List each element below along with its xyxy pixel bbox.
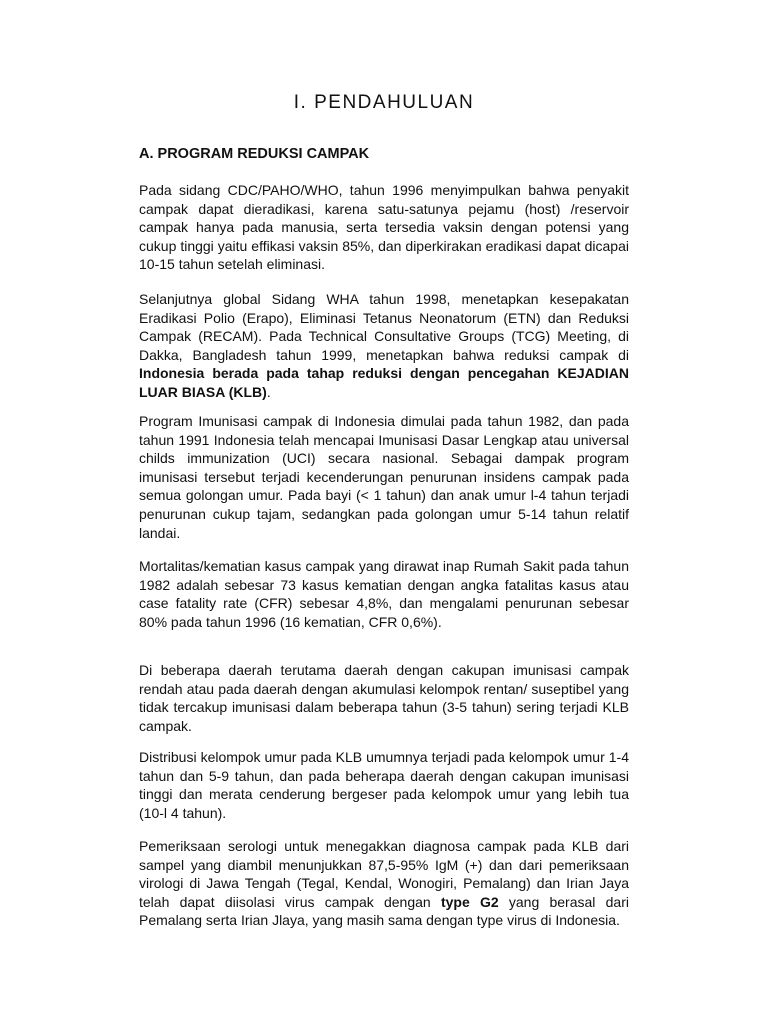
paragraph-text: Di beberapa daerah terutama daerah dengan cakupan imunisasi campak rendah atau pada daerah dengan akumulasi kelompok rentan/ suseptibel yang tidak tercakup imunisasi dalam beberapa tahun (3-5 tahun) sering terjadi KLB campak. — [139, 662, 629, 734]
paragraph-wha-1998 — [139, 290, 629, 402]
paragraph-daerah-klb — [139, 661, 629, 735]
paragraph-text: . — [266, 383, 271, 400]
paragraph-text: Pemeriksaan serologi untuk menegakkan diagnosa campak pada KLB dari sampel yang diambil menunjukkan 87,5-95% IgM (+) dan dari pemeriksaan virologi di Jawa Tengah (Tegal, Kendal, Wonogiri, Pemalang) dan Irian Jaya telah dapat diisolasi virus campak dengan — [139, 838, 629, 910]
paragraph-mortalitas — [139, 557, 629, 631]
paragraph-text: Selanjutnya global Sidang WHA tahun 1998, menetapkan kesepakatan Eradikasi Polio (Erapo), Eliminasi Tetanus Neonatorum (ETN) dan Reduksi Campak (RECAM). Pada Technical Consultative Groups (TCG) Meeting, di Dakka, Bangladesh tahun 1999, menetapkan bahwa reduksi campak di — [139, 291, 629, 363]
paragraph-distribusi-umur — [139, 748, 629, 822]
paragraph-text: Program Imunisasi campak di Indonesia dimulai pada tahun 1982, dan pada tahun 1991 Indonesia telah mencapai Imunisasi Dasar Lengkap atau universal childs immunization (UCI) secara nasional. Sebagai dampak program imunisasi tersebut terjadi kecenderungan penurunan insidens campak pada semua golongan umur. Pada bayi (< 1 tahun) dan anak umur l-4 tahun terjadi penurunan cukup tajam, sedangkan pada golongan umur 5-14 tahun relatif landai. — [139, 413, 629, 541]
chapter-title: I. PENDAHULUAN — [293, 92, 475, 113]
paragraph-text: Pada sidang CDC/PAHO/WHO, tahun 1996 menyimpulkan bahwa penyakit campak dapat dieradikasi, karena satu-satunya pejamu (host) /reservoir campak hanya pada manusia, serta tersedia vaksin dengan potensi yang cukup tinggi yaitu effikasi vaksin 85%, dan diperkirakan eradikasi dapat dicapai 10-15 tahun setelah eliminasi. — [139, 182, 629, 273]
paragraph-cdc-paho-who — [139, 181, 629, 274]
section-heading: A. PROGRAM REDUKSI CAMPAK — [139, 146, 370, 162]
paragraph-pemeriksaan-serologi — [139, 837, 629, 930]
paragraph-program-imunisasi — [139, 412, 629, 542]
paragraph-text: Mortalitas/kematian kasus campak yang dirawat inap Rumah Sakit pada tahun 1982 adalah sebesar 73 kasus kematian dengan angka fatalitas kasus atau case fatality rate (CFR) sebesar 4,8%, dan mengalami penurunan sebesar 80% pada tahun 1996 (16 kematian, CFR 0,6%). — [139, 558, 629, 630]
paragraph-text: yang berasal dari Pemalang serta Irian Jlaya, yang masih sama dengan type virus di Indonesia. — [139, 893, 629, 929]
paragraph-bold-text: type G2 — [440, 893, 499, 910]
paragraph-bold-text: Indonesia berada pada tahap reduksi dengan pencegahan KEJADIAN LUAR BIASA (KLB) — [139, 365, 629, 400]
paragraph-text: Distribusi kelompok umur pada KLB umumnya terjadi pada kelompok umur 1-4 tahun dan 5-9 tahun, dan pada beherapa daerah dengan cakupan imunisasi tinggi dan merata cenderung bergeser pada kelompok umur yang lebih tua (10-l 4 tahun). — [139, 749, 629, 821]
